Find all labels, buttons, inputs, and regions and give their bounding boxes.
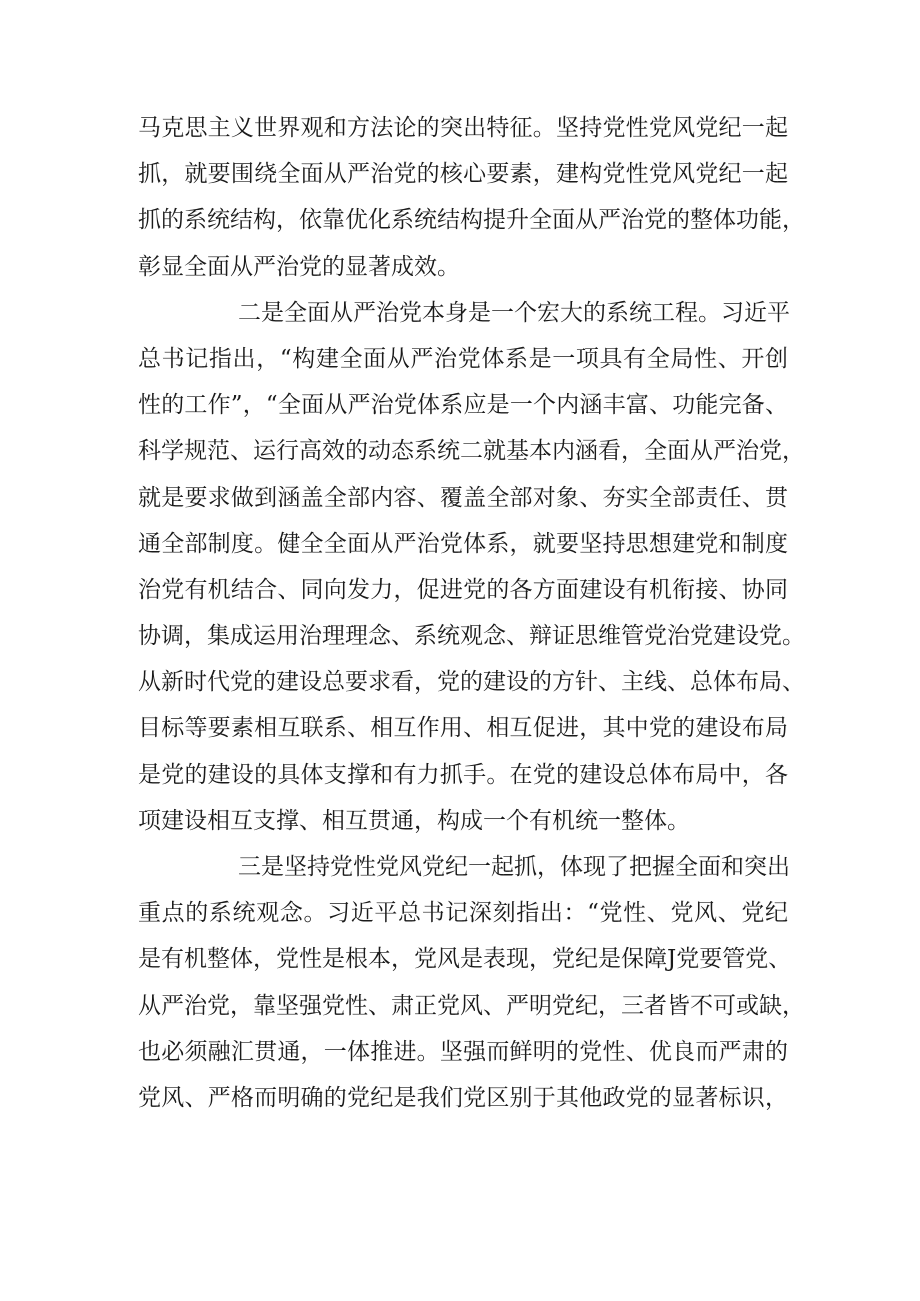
text-line: 从严治党，靠坚强党性、肃正党风、严明党纪，三者皆不可或缺， bbox=[138, 992, 805, 1019]
text-line: 目标等要素相互联系、相互作用、相互促进，其中党的建设布局 bbox=[138, 715, 788, 742]
text-line: 科学规范、运行高效的动态系统二就基本内涵看，全面从严治党， bbox=[138, 438, 805, 465]
text-line: 党风、严格而明确的党纪是我们党区别于其他政党的显著标识， bbox=[138, 1084, 788, 1111]
paragraph-1 bbox=[138, 105, 805, 290]
text-line: 从新时代党的建设总要求看，党的建设的方针、主线、总体布局、 bbox=[138, 669, 805, 696]
text-line: 就是要求做到涵盖全部内容、覆盖全部对象、夯实全部责任、贯 bbox=[138, 484, 788, 511]
text-line: 彰显全面从严治党的显著成效。 bbox=[138, 253, 460, 280]
text-line: 协调，集成运用治理理念、系统观念、辩证思维管党治党建设党。 bbox=[138, 623, 805, 650]
body-text bbox=[138, 105, 805, 1121]
text-line: 马克思主义世界观和方法论的突出特征。坚持党性党风党纪一起 bbox=[138, 115, 788, 141]
text-line: 通全部制度。健全全面从严治党体系，就要坚持思想建党和制度 bbox=[138, 530, 788, 557]
text-line: 是党的建设的具体支撑和有力抓手。在党的建设总体布局中，各 bbox=[138, 761, 788, 788]
text-line: 三是坚持党性党风党纪一起抓，体现了把握全面和突出 bbox=[238, 854, 790, 880]
text-line: 项建设相互支撑、相互贯通，构成一个有机统一整体。 bbox=[138, 807, 690, 834]
paragraph-3 bbox=[138, 844, 805, 1121]
text-line: 二是全面从严治党本身是一个宏大的系统工程。习近平 bbox=[238, 299, 790, 326]
text-line: 重点的系统观念。习近平总书记深刻指出：“党性、党风、党纪 bbox=[138, 900, 788, 927]
text-line: 抓的系统结构，依靠优化系统结构提升全面从严治党的整体功能， bbox=[138, 207, 805, 234]
text-line: 抓，就要围绕全面从严治党的核心要素，建构党性党风党纪一起 bbox=[138, 161, 788, 188]
text-line: 性的工作”，“全面从严治党体系应是一个内涵丰富、功能完备、 bbox=[138, 392, 788, 419]
text-line: 也必须融汇贯通，一体推进。坚强而鲜明的党性、优良而严肃的 bbox=[138, 1038, 788, 1065]
text-line: 总书记指出，“构建全面从严治党体系是一项具有全局性、开创 bbox=[138, 345, 788, 372]
paragraph-2 bbox=[138, 290, 805, 844]
text-line: 治党有机结合、同向发力，促进党的各方面建设有机衔接、协同 bbox=[138, 576, 788, 603]
text-line: 是有机整体，党性是根本，党风是表现，党纪是保障J党要管党、 bbox=[138, 946, 792, 973]
